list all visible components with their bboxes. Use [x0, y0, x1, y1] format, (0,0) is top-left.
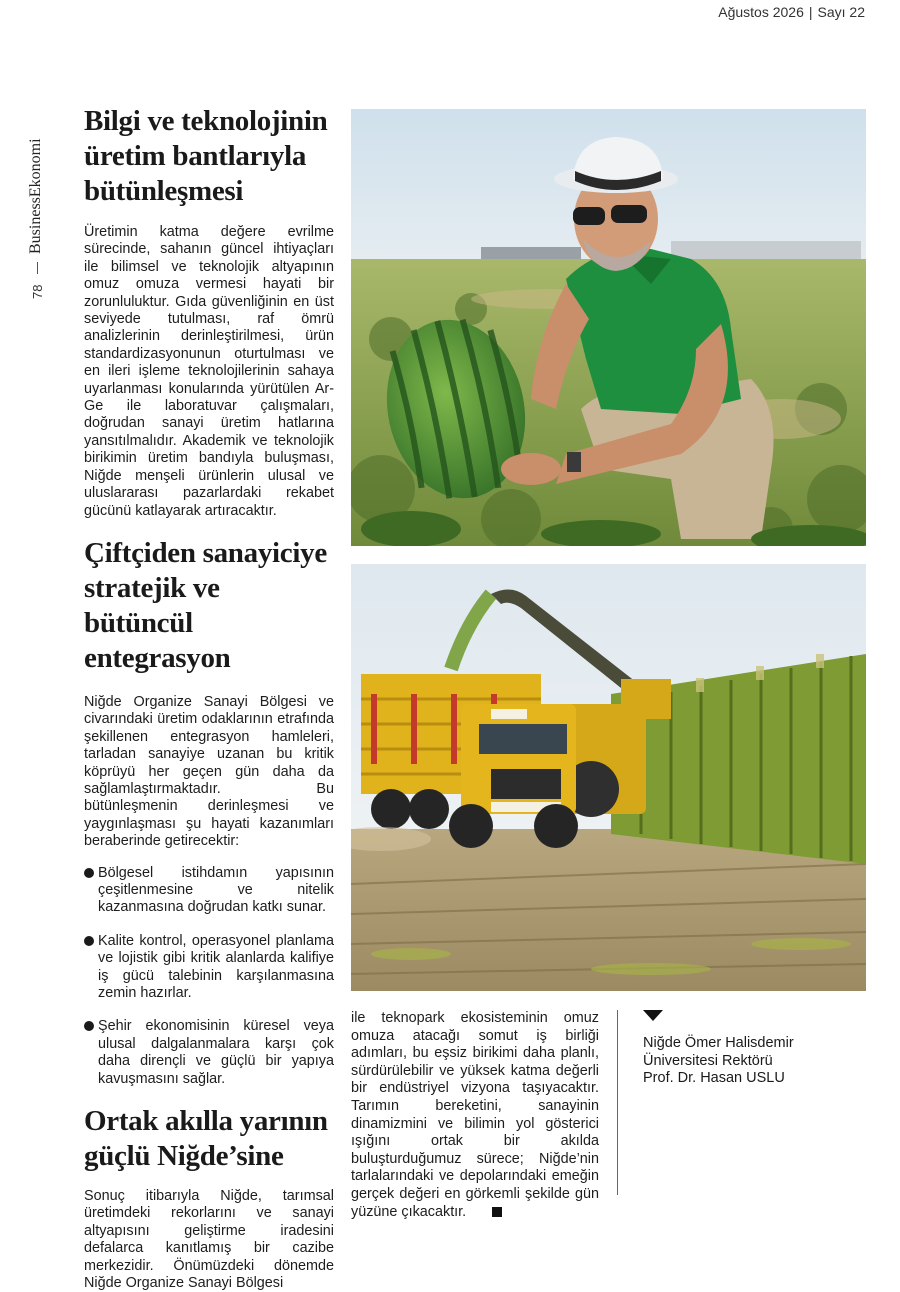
section2-body: Niğde Organize Sanayi Bölgesi ve civarındaki üretim odaklarının etrafında şekillenen entegrasyon hamleleri, tarladan sanayiye uzanan bu kritik köprüyü her geçen gün daha da sağlamlaştırmaktadır. Bu bütünleşmenin derinleşmesi ve yaygınlaşması şu hayati kazanımları beraberinde getirecektir: — [84, 693, 334, 850]
middle-column-continuation — [351, 1010, 599, 1221]
section3-heading: Ortak akılla yarının güçlü Niğde’sine — [84, 1105, 328, 1173]
author-caption — [643, 1010, 863, 1088]
caption-divider — [617, 1010, 618, 1195]
caption-line-2: Üniversitesi Rektörü — [643, 1052, 773, 1069]
issue-header — [718, 4, 865, 20]
sidebar-divider — [37, 262, 38, 274]
brand-part-business: Business — [27, 197, 44, 254]
bullet-text: Bölgesel istihdamın yapısının çeşitlenmesine ve nitelik kazanmasına doğrudan katkı sunar. — [98, 864, 334, 916]
bullet-text: Şehir ekonomisinin küresel veya ulusal dalgalanmalara karşı çok daha dirençli ve güçlü bir yapıya kavuşmasını sağlar. — [98, 1018, 334, 1087]
article-end-square-icon — [492, 1207, 502, 1217]
section1-body: Üretimin katma değere evrilme sürecinde, sahanın güncel ihtiyaçları ile bilimsel ve teknolojik altyapının omuz omuza vermesi hayati bir zorunluluktur. Gıda güvenliğinin en üst seviyede tutulması, raf ömrü analizlerinin derinleştirilmesi, ürün standardizasyonunun oturtulması ve en ileri işleme teknolojilerinin sahaya uyarlanması konularında yürütülen Ar-Ge ile laboratuvar çalışmaları, doğrudan sanayi üretim hatlarına yansıtılmalıdır. Akademik ve teknolojik birikimin üretim bandıyla buluşması, Niğde menşeli ürünlerin ulusal ve uluslararası pazarlardaki rekabet gücünü katlayarak artıracaktır. — [84, 224, 334, 519]
bullet-dot-icon — [84, 936, 94, 946]
continuation-text: ile teknopark ekosisteminin omuz omuza atacağı somut iş birliği adımları, bu eşsiz birikimi daha planlı, sürdürülebilir ve yüksek katma değerli bir endüstriyel vizyona taşıyacaktır. Tarımın bereketini, sanayinin dinamizmini ve bilimin yol gösterici ışığını ortak bir akılda buluşturduğumuz sürece; Niğde’nin tarlalarındaki ve depolarındaki emeğin gerçek değeri en görkemli şekilde gün yüzüne çıkacaktır. — [351, 1010, 599, 1220]
bullet-dot-icon — [84, 1021, 94, 1031]
caption-line-1: Niğde Ömer Halisdemir — [643, 1035, 794, 1051]
bullet-item — [84, 1018, 334, 1088]
caption-line-3: Prof. Dr. Hasan USLU — [643, 1070, 785, 1086]
photo-corn-harvest-truck — [351, 564, 866, 991]
left-column — [84, 104, 334, 1292]
section1-heading: Bilgi ve teknolojinin üretim bantlarıyla bütünleşmesi — [84, 105, 328, 207]
bullet-item — [84, 933, 334, 1003]
caption-triangle-icon — [643, 1010, 663, 1021]
section3-body: Sonuç itibarıyla Niğde, tarımsal üretimdeki rekorlarını ve sanayi altyapısını geliştirme iradesini defalarca kanıtlamış bir cazibe merkezidir. Önümüzdeki dönemde Niğde Organize Sanayi Bölgesi — [84, 1188, 334, 1292]
magazine-brand — [27, 104, 51, 254]
issue-date: Ağustos 2026 — [718, 4, 804, 20]
page-number-text: 78 — [30, 284, 45, 299]
section3-continuation — [351, 1010, 599, 1221]
brand-part-ekonomi: Ekonomi — [27, 138, 44, 198]
photo-rector-with-watermelon — [351, 109, 866, 546]
bullet-text: Kalite kontrol, operasyonel planlama ve lojistik gibi kritik alanlarda kalifiye iş gücü talebinin karşılanmasına zemin hazırlar. — [98, 932, 334, 1001]
issue-number: Sayı 22 — [817, 4, 865, 20]
header-separator: | — [808, 4, 813, 20]
bullet-dot-icon — [84, 868, 94, 878]
section2-heading: Çiftçiden sanayiciye stratejik ve bütüncül entegrasyon — [84, 536, 327, 674]
page-number — [30, 282, 46, 300]
bullet-item — [84, 865, 334, 917]
